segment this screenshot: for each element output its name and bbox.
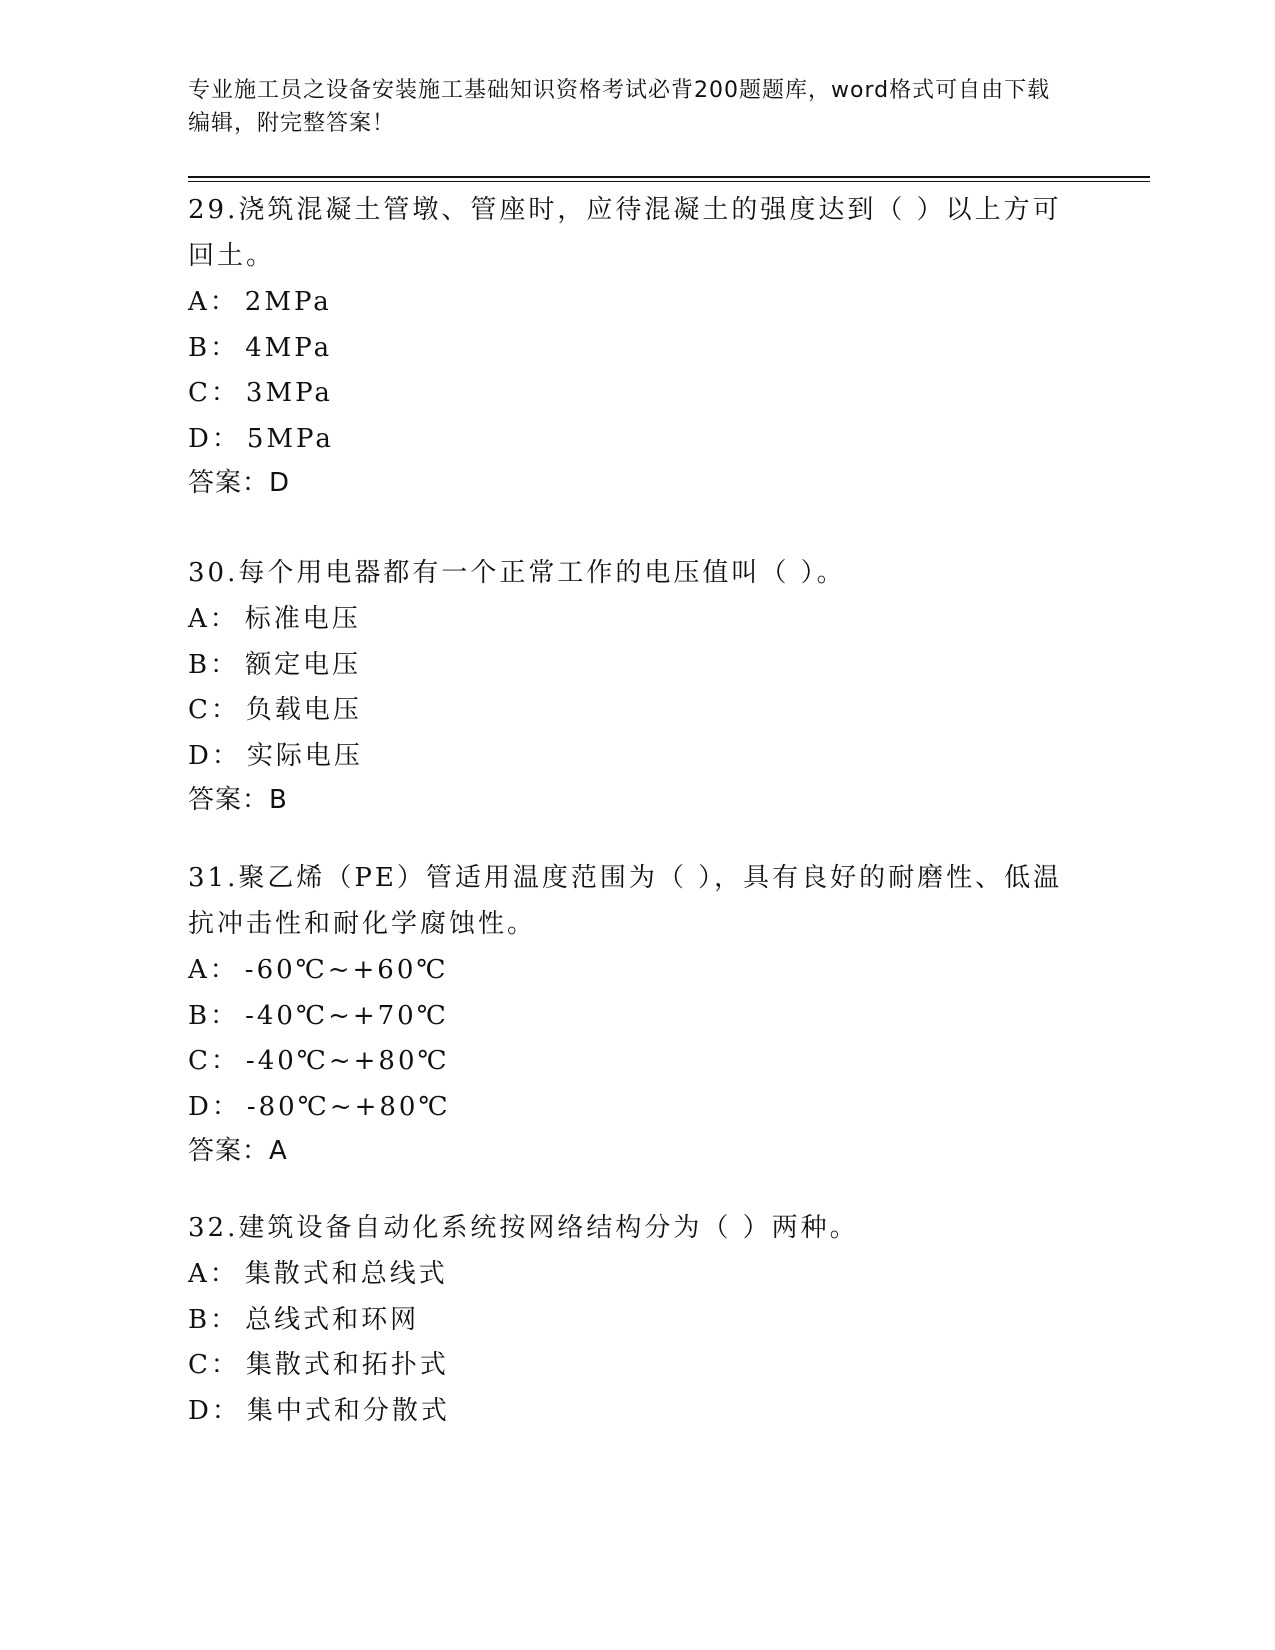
document-header: 专业施工员之设备安装施工基础知识资格考试必背200题题库，word格式可自由下载编辑，附完整答案！ [188, 78, 1051, 136]
answer-line: 答案：A [188, 1136, 288, 1166]
option-b [188, 325, 1068, 371]
question-30 [188, 550, 1068, 822]
option-text: 负载电压 [245, 695, 362, 725]
option-key: B： [188, 332, 240, 363]
option-c [188, 687, 1068, 733]
option-text: 5MPa [246, 423, 334, 454]
option-text: 3MPa [245, 378, 333, 408]
question-29 [188, 187, 1068, 505]
answer-line: 答案：D [188, 468, 291, 498]
option-key: B： [188, 649, 240, 680]
question-stem: 31.聚乙烯（PE）管适用温度范围为（ ），具有良好的耐磨性、低温抗冲击性和耐化学腐蚀性。 [188, 863, 1063, 939]
option-d [188, 733, 1068, 779]
option-key: B： [188, 1304, 240, 1335]
option-key: A： [188, 1259, 239, 1289]
question-stem: 30.每个用电器都有一个正常工作的电压值叫（ ）。 [188, 558, 846, 588]
option-text: -80℃~+80℃ [246, 1091, 451, 1122]
option-text: 4MPa [245, 332, 333, 363]
option-text: 额定电压 [245, 649, 362, 680]
option-key: A： [188, 287, 239, 317]
option-text: 总线式和环网 [245, 1304, 420, 1335]
option-b [188, 642, 1068, 688]
question-stem: 29.浇筑混凝土管墩、管座时，应待混凝土的强度达到（ ）以上方可回土。 [188, 195, 1062, 271]
option-text: -60℃~+60℃ [244, 955, 449, 985]
option-d [188, 1388, 1068, 1434]
option-key: A： [188, 604, 239, 634]
option-text: 标准电压 [244, 604, 361, 634]
option-text: -40℃~+80℃ [245, 1046, 450, 1076]
option-text: -40℃~+70℃ [245, 1000, 449, 1031]
answer-line: 答案：B [188, 785, 288, 815]
option-key: C： [188, 695, 240, 725]
option-text: 集散式和总线式 [244, 1259, 448, 1289]
option-a [188, 279, 1068, 325]
option-key: D： [188, 1395, 241, 1426]
option-key: A： [188, 955, 239, 985]
question-32 [188, 1205, 1068, 1433]
option-b [188, 993, 1068, 1039]
header-divider-thick [188, 176, 1150, 178]
option-text: 实际电压 [246, 740, 363, 771]
option-key: B： [188, 1000, 240, 1031]
option-key: D： [188, 1091, 241, 1122]
option-key: D： [188, 423, 241, 454]
option-c [188, 370, 1068, 416]
option-key: D： [188, 740, 241, 771]
option-a [188, 1251, 1068, 1297]
option-d [188, 1084, 1068, 1130]
option-text: 集中式和分散式 [246, 1395, 450, 1426]
option-a [188, 947, 1068, 993]
option-d [188, 416, 1068, 462]
option-key: C： [188, 1350, 240, 1380]
option-c [188, 1038, 1068, 1084]
question-stem: 32.建筑设备自动化系统按网络结构分为（ ）两种。 [188, 1213, 859, 1243]
option-b [188, 1297, 1068, 1343]
option-text: 集散式和拓扑式 [245, 1350, 449, 1380]
option-key: C： [188, 1046, 240, 1076]
question-31 [188, 855, 1068, 1173]
option-key: C： [188, 378, 240, 408]
option-a [188, 596, 1068, 642]
option-c [188, 1342, 1068, 1388]
option-text: 2MPa [244, 287, 332, 317]
header-divider-thin [188, 181, 1150, 182]
